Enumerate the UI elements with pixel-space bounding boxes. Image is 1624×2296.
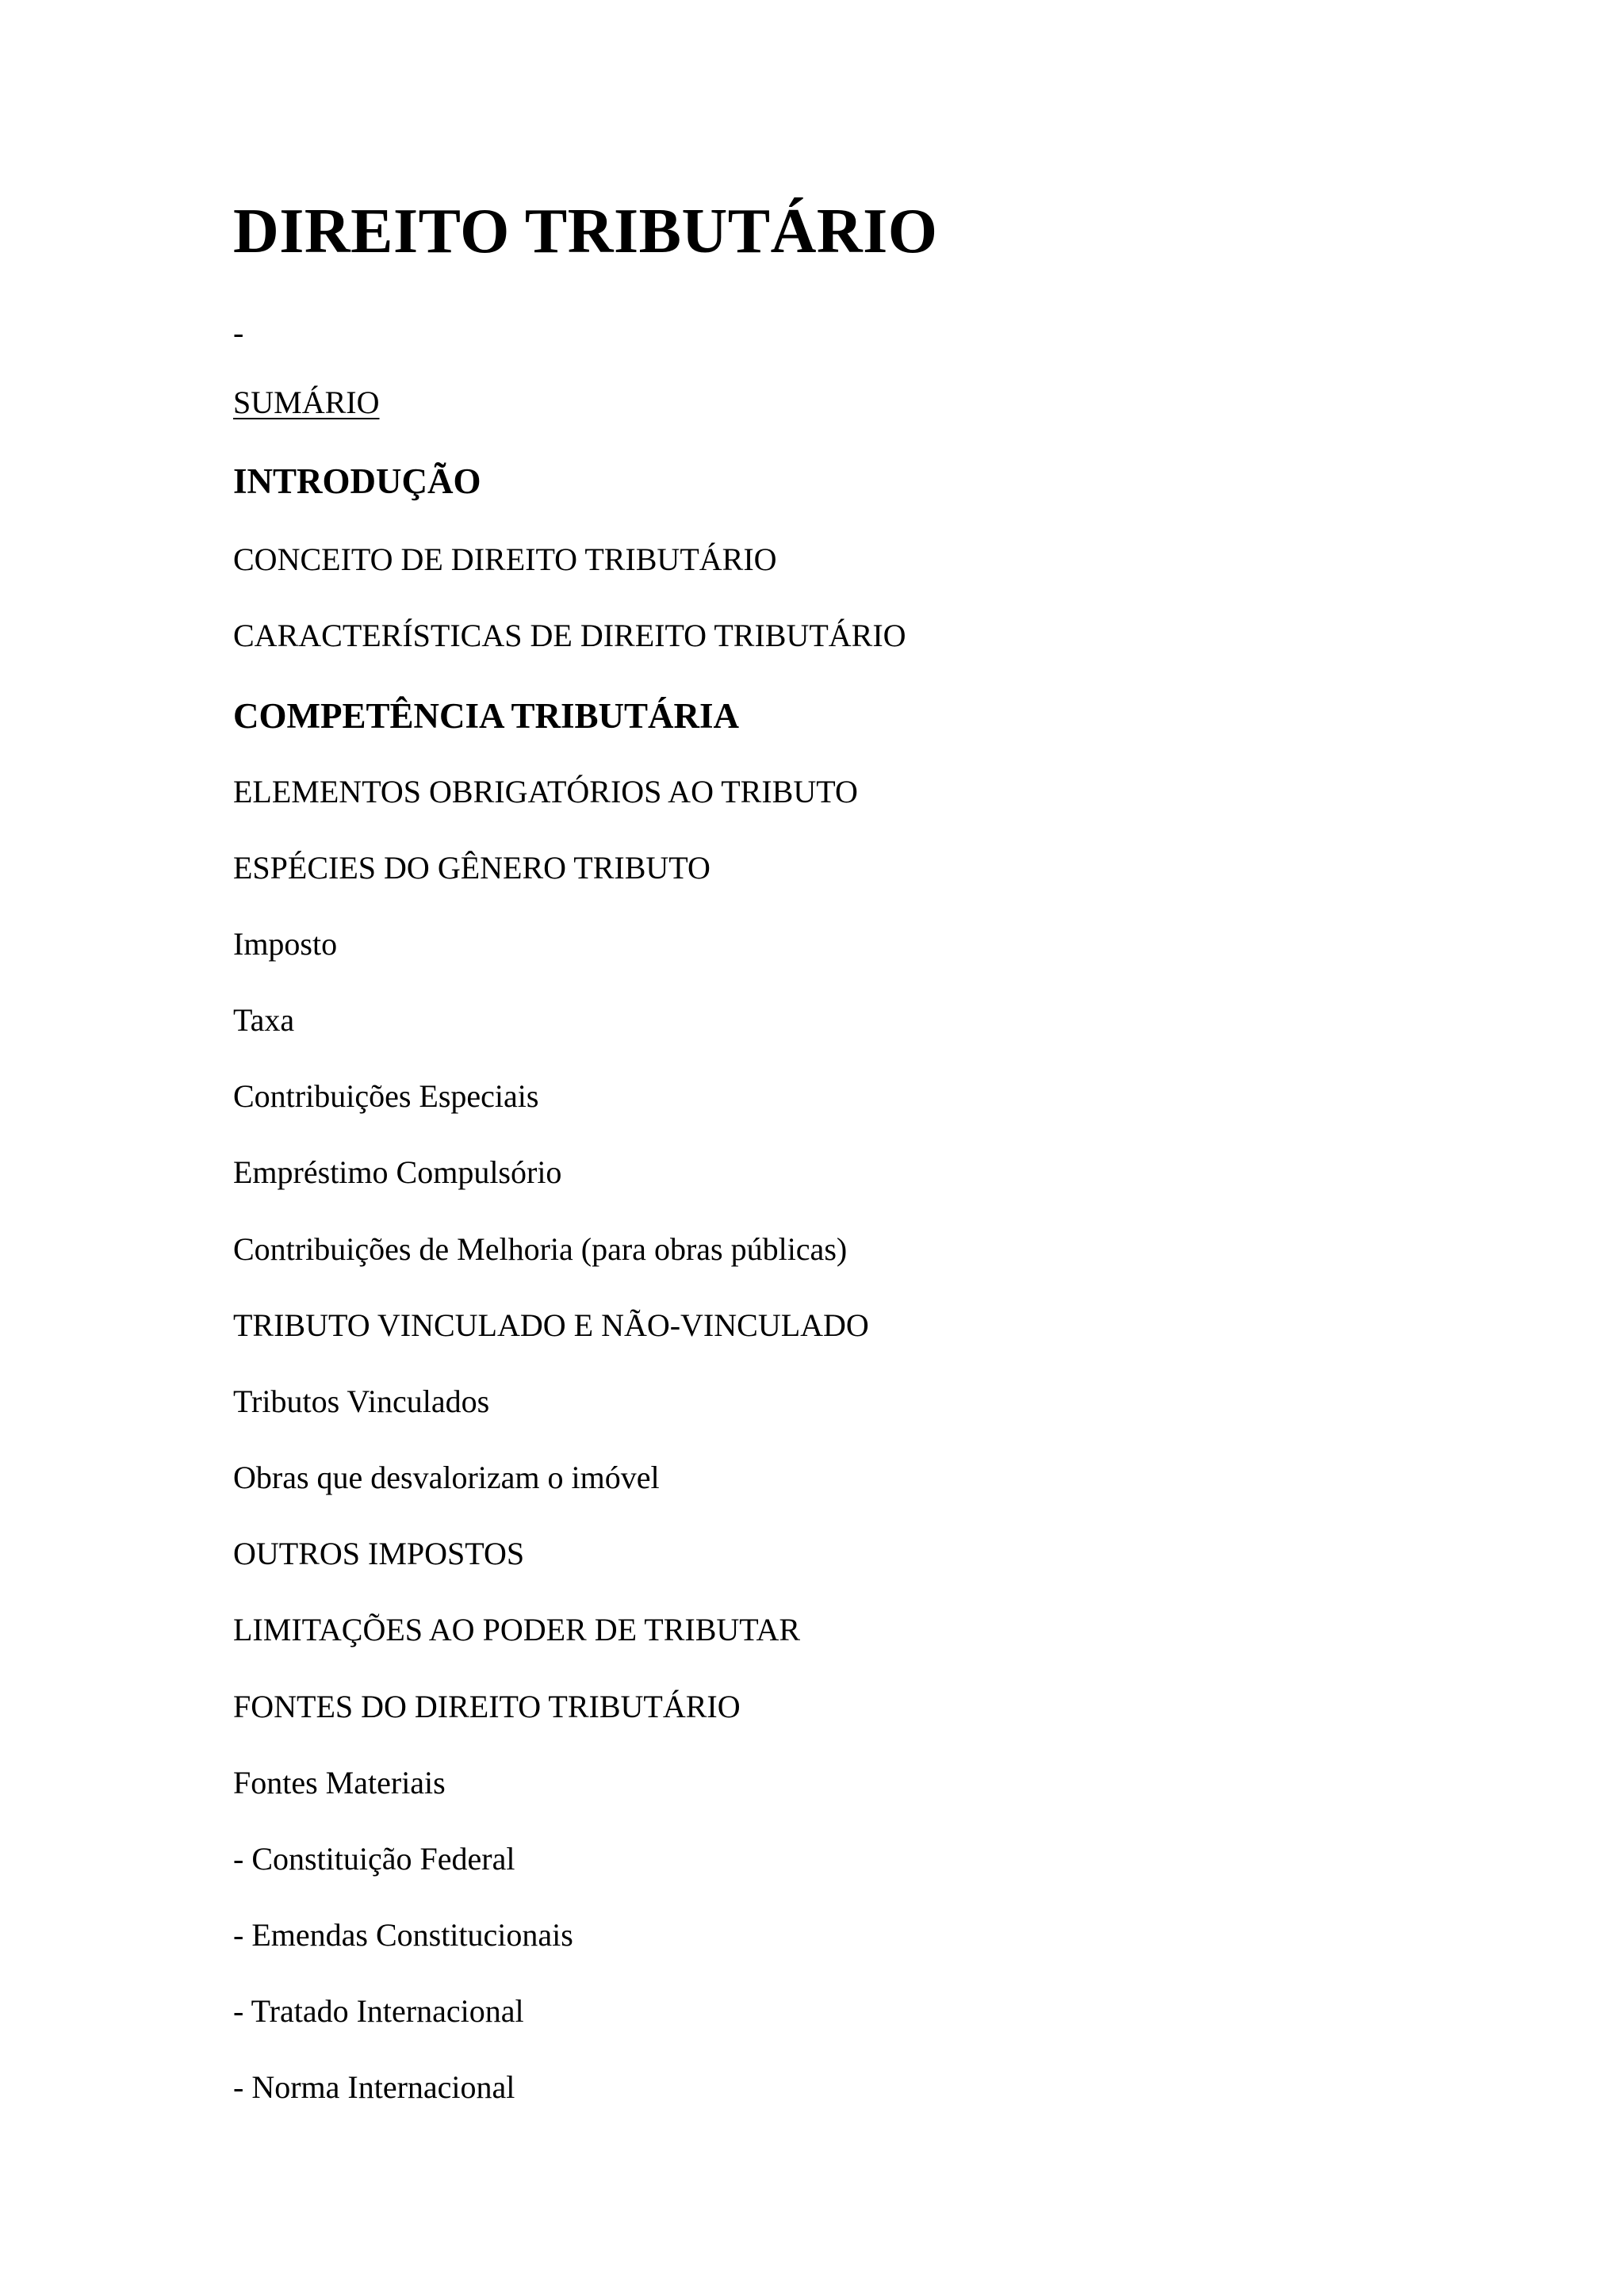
toc-entry: - Tratado Internacional — [233, 1993, 524, 2029]
toc-entry: Contribuições Especiais — [233, 1078, 539, 1114]
toc-entry: Obras que desvalorizam o imóvel — [233, 1460, 660, 1495]
toc-entry: - Norma Internacional — [233, 2069, 515, 2105]
toc-entry: CARACTERÍSTICAS DE DIREITO TRIBUTÁRIO — [233, 618, 906, 653]
toc-entry: Empréstimo Compulsório — [233, 1154, 562, 1190]
toc-entry: CONCEITO DE DIREITO TRIBUTÁRIO — [233, 541, 777, 577]
document-title: DIREITO TRIBUTÁRIO — [233, 197, 938, 266]
separator-dash: - — [233, 315, 244, 350]
toc-heading-introducao: INTRODUÇÃO — [233, 461, 481, 501]
toc-entry: - Emendas Constitucionais — [233, 1917, 573, 1953]
toc-entry: ELEMENTOS OBRIGATÓRIOS AO TRIBUTO — [233, 774, 858, 809]
toc-heading-competencia: COMPETÊNCIA TRIBUTÁRIA — [233, 696, 740, 736]
toc-entry: LIMITAÇÕES AO PODER DE TRIBUTAR — [233, 1612, 801, 1647]
toc-entry: FONTES DO DIREITO TRIBUTÁRIO — [233, 1689, 741, 1724]
toc-entry: - Constituição Federal — [233, 1841, 515, 1877]
toc-entry: Taxa — [233, 1002, 295, 1038]
toc-entry: ESPÉCIES DO GÊNERO TRIBUTO — [233, 850, 710, 886]
toc-entry: Fontes Materiais — [233, 1765, 446, 1800]
toc-entry: Imposto — [233, 926, 338, 962]
toc-entry: Contribuições de Melhoria (para obras públicas) — [233, 1231, 848, 1267]
toc-entry: Tributos Vinculados — [233, 1383, 490, 1419]
summary-label: SUMÁRIO — [233, 385, 380, 420]
toc-entry: TRIBUTO VINCULADO E NÃO-VINCULADO — [233, 1307, 869, 1343]
toc-entry: OUTROS IMPOSTOS — [233, 1536, 525, 1571]
